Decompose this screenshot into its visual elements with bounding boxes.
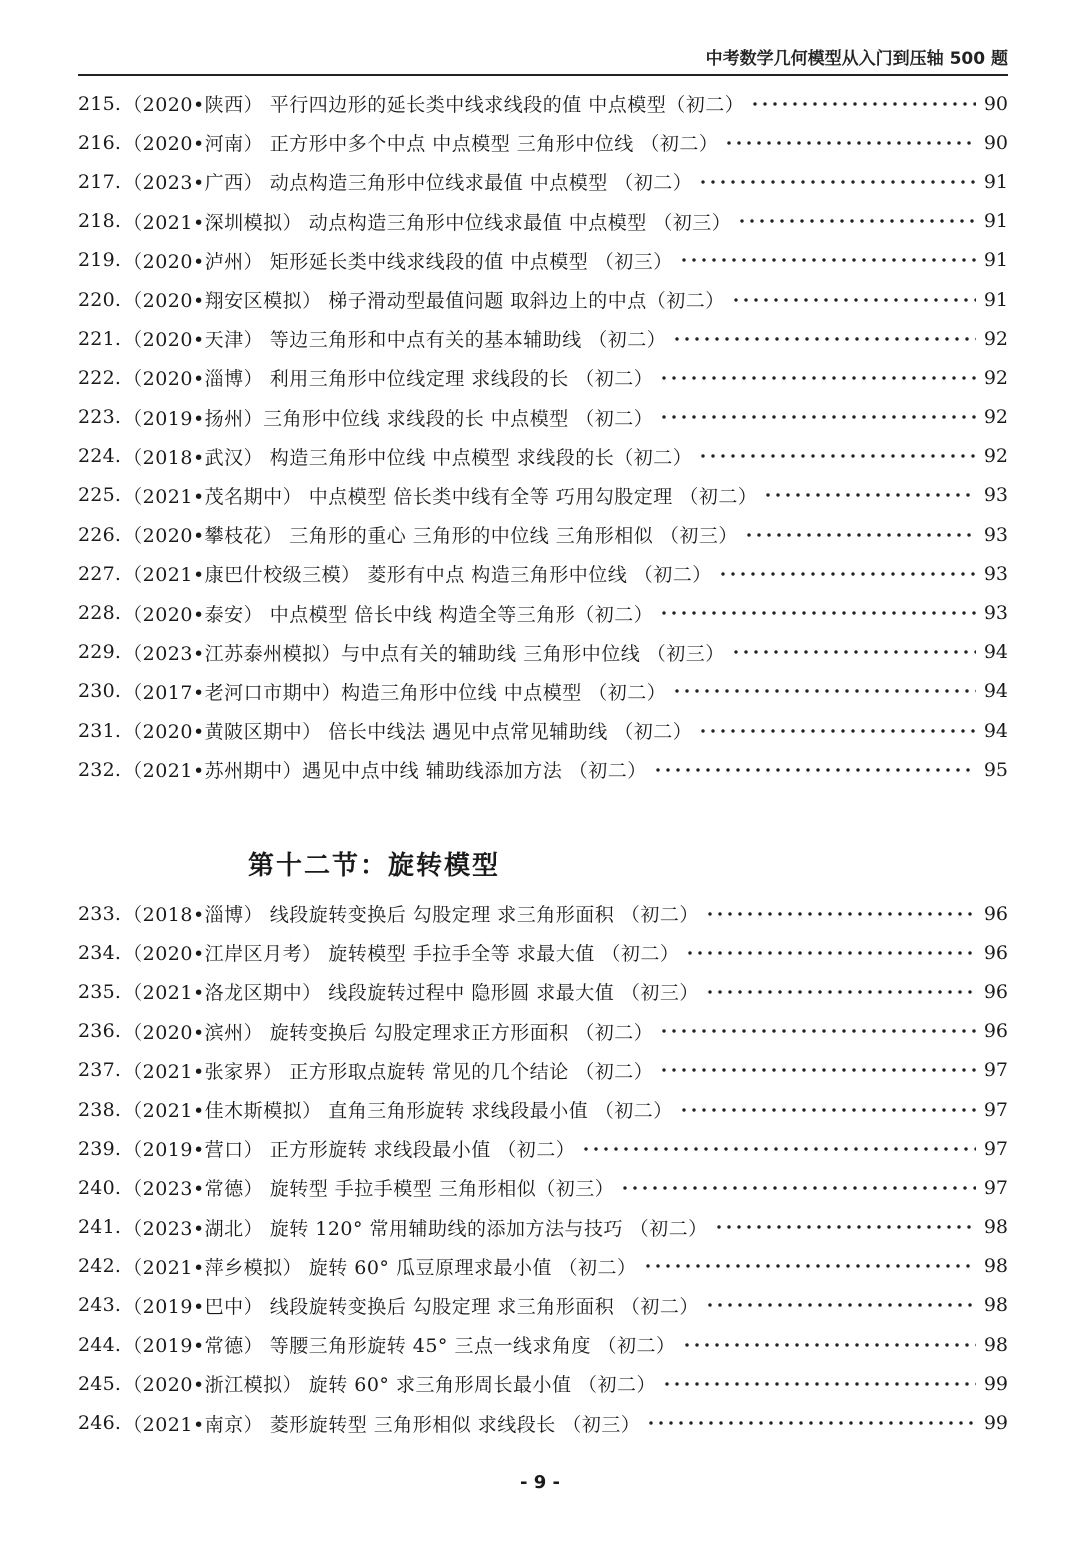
dot-leader [705,910,976,918]
toc-entry [78,1129,1008,1168]
page-number: - 9 - [520,1472,560,1493]
toc-entry [78,1208,1008,1247]
toc-entry [78,1012,1008,1051]
entry-page-number: 98 [983,1294,1008,1317]
entry-title: （2021•康巴什校级三模） 菱形有中点 构造三角形中位线 （初二） [123,564,712,587]
entry-number: 217. [78,170,122,193]
entry-title: （2019•扬州）三角形中位线 求线段的长 中点模型 （初二） [123,407,654,430]
entry-number: 246. [78,1412,122,1435]
entry-title: （2020•陕西） 平行四边形的延长类中线求线段的值 中点模型（初二） [123,94,745,117]
dot-leader [643,1262,976,1270]
dot-leader [731,648,976,656]
toc-entry [78,593,1008,632]
entry-title: （2019•巴中） 线段旋转变换后 勾股定理 求三角形面积 （初二） [123,1295,699,1318]
entry-number: 225. [78,484,122,507]
entry-title: （2023•江苏泰州模拟）与中点有关的辅助线 三角形中位线 （初三） [123,642,725,665]
entry-page-number: 98 [983,1216,1008,1239]
toc-entry [78,398,1008,437]
dot-leader [659,1027,976,1035]
entry-number: 239. [78,1137,122,1160]
entry-title: （2019•营口） 正方形旋转 求线段最小值 （初二） [123,1139,576,1162]
entry-title: （2021•洛龙区期中） 线段旋转过程中 隐形圆 求最大值 （初三） [123,982,699,1005]
entry-title: （2020•泰安） 中点模型 倍长中线 构造全等三角形（初二） [123,603,654,626]
dot-leader [672,335,976,343]
entry-page-number: 92 [983,327,1008,350]
dot-leader [750,100,976,108]
entry-number: 240. [78,1176,122,1199]
entry-title: （2020•江岸区月考） 旋转模型 手拉手全等 求最大值 （初二） [123,943,680,966]
entry-number: 228. [78,602,122,625]
toc-entry [78,1286,1008,1325]
entry-page-number: 96 [983,1020,1008,1043]
entry-page-number: 90 [983,131,1008,154]
entry-page-number: 97 [983,1059,1008,1082]
entry-page-number: 99 [983,1412,1008,1435]
entry-title: （2023•湖北） 旋转 120° 常用辅助线的添加方法与技巧 （初二） [123,1217,708,1240]
entry-title: （2021•张家界） 正方形取点旋转 常见的几个结论 （初二） [123,1060,654,1083]
entry-number: 222. [78,366,122,389]
entry-page-number: 91 [983,249,1008,272]
toc-entry [78,437,1008,476]
toc-entry [78,1403,1008,1442]
dot-leader [659,413,976,421]
dot-leader [705,1301,976,1309]
entry-number: 219. [78,249,122,272]
dot-leader [685,949,976,957]
dot-leader [698,452,976,460]
entry-title: （2021•茂名期中） 中点模型 倍长类中线有全等 巧用勾股定理 （初二） [123,485,758,508]
entry-title: （2021•深圳模拟） 动点构造三角形中位线求最值 中点模型 （初三） [123,211,732,234]
entry-page-number: 97 [983,1176,1008,1199]
entry-title: （2023•常德） 旋转型 手拉手模型 三角形相似（初三） [123,1178,615,1201]
toc-entry [78,1364,1008,1403]
entry-number: 245. [78,1372,122,1395]
entry-number: 223. [78,406,122,429]
entry-number: 218. [78,210,122,233]
dot-leader [679,256,976,264]
dot-leader [698,727,976,735]
dot-leader [724,139,976,147]
toc-entry [78,1051,1008,1090]
entry-number: 237. [78,1059,122,1082]
toc-entry [78,894,1008,933]
entry-page-number: 90 [983,92,1008,115]
dot-leader [581,1145,976,1153]
entry-page-number: 96 [983,941,1008,964]
dot-leader [682,1341,976,1349]
entry-number: 215. [78,92,122,115]
toc-entry [78,280,1008,319]
toc-entry [78,358,1008,397]
dot-leader [646,1419,976,1427]
dot-leader [653,766,976,774]
entry-number: 234. [78,941,122,964]
entry-title: （2021•萍乡模拟） 旋转 60° 瓜豆原理求最小值 （初二） [123,1256,637,1279]
toc-entry [78,241,1008,280]
dot-leader [744,531,976,539]
entry-page-number: 93 [983,523,1008,546]
toc-entry [78,1168,1008,1207]
entry-page-number: 96 [983,902,1008,925]
entry-page-number: 91 [983,210,1008,233]
dot-leader [679,1106,976,1114]
entry-number: 235. [78,980,122,1003]
dot-leader [672,687,976,695]
entry-title: （2018•淄博） 线段旋转变换后 勾股定理 求三角形面积 （初二） [123,904,699,927]
entry-title: （2020•天津） 等边三角形和中点有关的基本辅助线 （初二） [123,329,667,352]
entry-number: 227. [78,562,122,585]
toc-entry [78,162,1008,201]
toc-list-rotation [78,894,1008,1443]
toc-entry [78,933,1008,972]
running-header: 中考数学几何模型从入门到压轴 500 题 [705,49,1008,69]
toc-entry [78,1090,1008,1129]
entry-number: 238. [78,1098,122,1121]
entry-title: （2020•浙江模拟） 旋转 60° 求三角形周长最小值 （初二） [123,1374,657,1397]
entry-page-number: 96 [983,980,1008,1003]
entry-page-number: 93 [983,602,1008,625]
entry-title: （2020•黄陂区期中） 倍长中线法 遇见中点常见辅助线 （初二） [123,721,693,744]
entry-title: （2023•广西） 动点构造三角形中位线求最值 中点模型 （初二） [123,172,693,195]
dot-leader [659,1066,976,1074]
dot-leader [662,1380,976,1388]
entry-title: （2021•南京） 菱形旋转型 三角形相似 求线段长 （初三） [123,1413,641,1436]
toc-entry [78,750,1008,789]
entry-number: 226. [78,523,122,546]
toc-entry [78,476,1008,515]
toc-entry [78,972,1008,1011]
entry-number: 220. [78,288,122,311]
toc-entry [78,84,1008,123]
entry-title: （2018•武汉） 构造三角形中位线 中点模型 求线段的长（初二） [123,446,693,469]
entry-title: （2019•常德） 等腰三角形旋转 45° 三点一线求角度 （初二） [123,1335,676,1358]
entry-page-number: 97 [983,1137,1008,1160]
entry-page-number: 99 [983,1372,1008,1395]
entry-page-number: 97 [983,1098,1008,1121]
entry-page-number: 94 [983,680,1008,703]
entry-number: 232. [78,758,122,781]
toc-entry [78,633,1008,672]
entry-page-number: 93 [983,484,1008,507]
entry-number: 241. [78,1216,122,1239]
dot-leader [620,1184,976,1192]
entry-page-number: 94 [983,641,1008,664]
entry-page-number: 92 [983,366,1008,389]
entry-number: 242. [78,1255,122,1278]
dot-leader [705,988,976,996]
dot-leader [718,570,976,578]
toc-entry [78,672,1008,711]
entry-title: （2017•老河口市期中）构造三角形中位线 中点模型 （初二） [123,681,667,704]
entry-title: （2020•攀枝花） 三角形的重心 三角形的中位线 三角形相似 （初三） [123,525,738,548]
toc-entry [78,202,1008,241]
entry-title: （2020•翔安区模拟） 梯子滑动型最值问题 取斜边上的中点（初二） [123,290,725,313]
toc-entry [78,1247,1008,1286]
entry-number: 216. [78,131,122,154]
entry-title: （2021•佳木斯模拟） 直角三角形旋转 求线段最小值 （初二） [123,1100,673,1123]
entry-page-number: 98 [983,1255,1008,1278]
dot-leader [698,178,976,186]
dot-leader [659,609,976,617]
toc-entry [78,515,1008,554]
toc-entry [78,319,1008,358]
toc-entry [78,1325,1008,1364]
dot-leader [659,374,976,382]
entry-page-number: 91 [983,170,1008,193]
entry-number: 233. [78,902,122,925]
entry-page-number: 98 [983,1333,1008,1356]
entry-page-number: 92 [983,406,1008,429]
toc-list-midpoint [78,84,1008,789]
toc-entry [78,711,1008,750]
entry-title: （2021•苏州期中）遇见中点中线 辅助线添加方法 （初二） [123,760,647,783]
dot-leader [714,1223,976,1231]
entry-title: （2020•泸州） 矩形延长类中线求线段的值 中点模型 （初三） [123,250,673,273]
dot-leader [731,296,976,304]
dot-leader [737,217,976,225]
dot-leader [763,491,976,499]
entry-title: （2020•河南） 正方形中多个中点 中点模型 三角形中位线 （初二） [123,133,719,156]
entry-number: 231. [78,719,122,742]
entry-title: （2020•淄博） 利用三角形中位线定理 求线段的长 （初二） [123,368,654,391]
entry-number: 221. [78,327,122,350]
entry-number: 229. [78,641,122,664]
entry-page-number: 94 [983,719,1008,742]
entry-number: 236. [78,1020,122,1043]
entry-page-number: 95 [983,758,1008,781]
entry-number: 243. [78,1294,122,1317]
entry-title: （2020•滨州） 旋转变换后 勾股定理求正方形面积 （初二） [123,1021,654,1044]
entry-number: 224. [78,445,122,468]
entry-number: 244. [78,1333,122,1356]
entry-page-number: 93 [983,562,1008,585]
section-title-rotation: 第十二节：旋转模型 [248,851,501,881]
entry-page-number: 92 [983,445,1008,468]
entry-page-number: 91 [983,288,1008,311]
toc-entry [78,123,1008,162]
entry-number: 230. [78,680,122,703]
toc-entry [78,554,1008,593]
header-rule [78,74,1008,76]
